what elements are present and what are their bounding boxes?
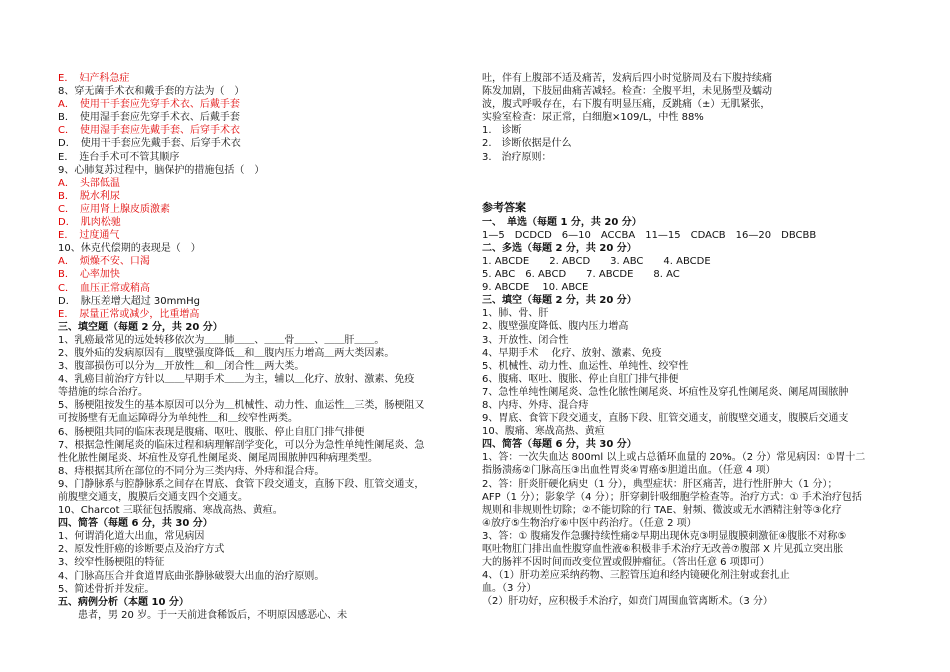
text-line: 5、肠梗阻按发生的基本原因可以分为＿机械性、动力性、血运性＿三类，肠梗阻又 [58,400,425,412]
text-line: 2、腹壁强度降低、腹内压力增高 [482,321,629,333]
text-line: E． 尿量正常或减少，比重增高 [58,308,200,320]
left-column [58,72,468,622]
text-line: E． 妇产科急症 [58,73,130,84]
text-line: 5、机械性、动力性、血运性、单纯性、绞窄性 [482,360,689,372]
text-line: B． 使用湿手套应先穿手术衣、后戴手套 [58,112,240,124]
text-line: 4、早期手术 化疗、放射、激素、免疫 [482,347,662,359]
text-line: 7、急性单纯性阑尾炎、急性化脓性阑尾炎、坏疽性及穿孔性阑尾炎、阑尾周围脓肿 [482,386,849,398]
text-line: 1、答：一次失血达 800ml 以上或占总循环血量的 20%。（2 分）常见病因：①胃十二 [482,452,866,464]
text-line: 2、腹外疝的发病原因有＿腹壁强度降低＿和＿腹内压力增高＿两大类因素。 [58,347,395,359]
text-line: 实验室检查：尿正常，白细胞×109/L，中性 88% [482,112,704,124]
text-line: A． 头部低温 [58,177,120,189]
text-line: 5. ABC 6. ABCD 7. ABCDE 8. AC [482,269,680,281]
text-line: 呕吐物肛门排出血性腹穿血性液⑥积极非手术治疗无改善⑦腹部 X 片见孤立突出胀 [482,544,844,555]
text-line: C． 应用肾上腺皮质激素 [58,203,170,215]
text-line: AFP（1 分）；影象学（4 分）；肝穿刺针吸细胞学检查等。治疗方式：① 手术治疗包括 [482,491,862,503]
text-line: 指肠溃疡②门脉高压③出血性胃炎④胃癌⑤胆道出血。（任意 4 项） [482,465,776,477]
text-line: 4、（1）肝功差应采纳药物、三腔管压迫和经内镜硬化剂注射或套扎止 [482,570,790,582]
text-line: 波，腹式呼吸存在，右下腹有明显压痛，反跳痛（±）无肌紧张， [482,99,771,111]
text-line: 9、胃底、食管下段交通支，直肠下段、肛管交通支，前腹壁交通支，腹膜后交通支 [482,413,849,425]
text-line: 大的肠袢不因时间而改变位置或假肿瘤征。（答出任意 6 项即可） [482,557,770,569]
section-heading: 四、简答（每题 6 分，共 30 分） [482,439,637,451]
text-line: 10、Charcot 三联征包括腹痛、寒战高热、黄疸。 [58,505,283,517]
text-line: 等措施的综合治疗。 [58,387,148,399]
text-line: 8、穿无菌手术衣和戴手套的方法为（ ） [58,86,245,98]
text-line: 前腹壁交通支，腹膜后交通支四个交通支。 [58,492,248,503]
text-line: 1、乳癌最常见的远处转移依次为＿＿肺＿＿、＿＿骨＿＿、＿＿肝＿＿。 [58,334,385,346]
text-line: D． 使用干手套应先戴手套、后穿手术衣 [58,138,241,150]
text-line: 3. 治疗原则： [482,151,552,163]
text-line: 6、肠梗阻共同的临床表现是腹痛、呕吐、腹胀、停止自肛门排气排便 [58,426,365,438]
text-line: 1—5 DCDCD 6—10 ACCBA 11—15 CDACB 16—20 DBCBB [482,229,817,241]
text-line: E． 连台手术可不管其顺序 [58,151,180,163]
text-line: 性化脓性阑尾炎、坏疽性及穿孔性阑尾炎、阑尾周围脓肿四种病理类型。 [58,452,378,464]
text-line: 血。（3 分） [482,583,537,595]
text-line: ④放疗⑤生物治疗⑥中医中药治疗。（任意 2 项） [482,517,697,529]
text-line: 9、门静脉系与腔静脉系之间存在胃底、食管下段交通支，直肠下段、肛管交通支， [58,478,425,490]
reference-answers [482,216,912,609]
right-column [482,72,912,608]
case-analysis-continued [482,72,912,164]
text-line: 3、开放性、闭合性 [482,334,569,346]
section-heading: 三、填空题（每题 2 分，共 20 分） [58,321,223,333]
text-line: 陈发加剧，下肢屈曲痛苦减轻。检查：全腹平坦，未见肠型及蠕动 [482,86,772,98]
text-line: 患者，男 20 岁。于一天前进食稀饭后，不明原因感恶心、未 [58,609,348,621]
text-line: 10、休克代偿期的表现是（ ） [58,243,201,255]
section-heading: 三、填空（每题 2 分，共 20 分） [482,295,637,307]
text-line: C． 血压正常或稍高 [58,282,150,294]
text-line: 1、何谓消化道大出血，常见病因 [58,531,205,543]
text-line: 4、门脉高压合并食道胃底曲张静脉破裂大出血的治疗原则。 [58,570,325,582]
text-line: A． 使用干手套应先穿手术衣、后戴手套 [58,99,240,111]
text-line: 3、腹部损伤可以分为＿开放性＿和＿闭合性＿两大类。 [58,361,305,373]
text-line: 吐，伴有上腹部不适及痛苦，发病后四小时觉脐周及右下腹持续痛 [482,73,772,84]
text-line: 7、根据急性阑尾炎的临床过程和病理解剖学变化，可以分为急性单纯性阑尾炎、急 [58,439,425,451]
text-line: C． 使用湿手套应先戴手套、后穿手术衣 [58,125,240,137]
text-line: 5、简述骨折并发症。 [58,583,155,595]
text-line: （2）肝功好，应积极手术治疗，如贲门周围血管离断术。（3 分） [482,596,773,608]
text-line: 2、答：肝炎肝硬化病史（1 分），典型症状：肝区痛苦，进行性肝肿大（1 分）； [482,478,838,490]
text-line: B． 脱水利尿 [58,190,120,202]
text-line: 10、腹痛、寒战高热、黄疸 [482,426,605,438]
text-line: E． 过度通气 [58,230,120,242]
text-line: 1、肺、骨、肝 [482,308,549,320]
text-line: 2. 诊断依据是什么 [482,138,572,150]
text-line: 6、腹痛、呕吐、腹胀、停止自肛门排气排便 [482,373,679,385]
section-heading: 四、简答（每题 6 分，共 30 分） [58,518,213,530]
text-line: 9. ABCDE 10. ABCE [482,282,589,294]
text-line: 8、内痔、外痔、混合痔 [482,399,589,411]
text-line: 9、心肺复苏过程中，脑保护的措施包括（ ） [58,164,265,176]
text-line: 规则和非规则性切除；②不能切除的行 TAE、射频、微波或无水酒精注射等③化疗 [482,504,842,516]
text-line: 3、答：① 腹痛发作急骤持续性痛②早期出现休克③明显腹膜刺激征④腹胀不对称⑤ [482,530,847,542]
text-line: 2、原发性肝癌的诊断要点及治疗方式 [58,544,225,556]
text-line: 8、痔根据其所在部位的不同分为三类内痔、外痔和混合痔。 [58,465,325,477]
text-line: 1. 诊断 [482,125,522,137]
section-heading: 一、 单选（每题 1 分，共 20 分） [482,216,642,228]
text-line: 3、绞窄性肠梗阻的特征 [58,557,165,569]
section-heading: 五、病例分析（本题 10 分） [58,596,189,608]
section-heading: 二、多选（每题 2 分，共 20 分） [482,242,637,254]
text-line: A． 烦燥不安、口渴 [58,256,150,268]
text-line: D． 肌肉松驰 [58,217,121,229]
answers-title: 参考答案 [482,200,526,214]
text-line: D． 脉压差增大超过 30mmHg [58,295,200,307]
text-line: B． 心率加快 [58,269,120,281]
text-line: 1. ABCDE 2. ABCD 3. ABC 4. ABCDE [482,255,711,267]
text-line: 4、乳癌目前治疗方针以＿＿早期手术＿＿为主，辅以＿化疗、放射、激素、免疫 [58,374,415,386]
text-line: 可按肠壁有无血运障碍分为单纯性＿和＿绞窄性两类。 [58,413,298,425]
